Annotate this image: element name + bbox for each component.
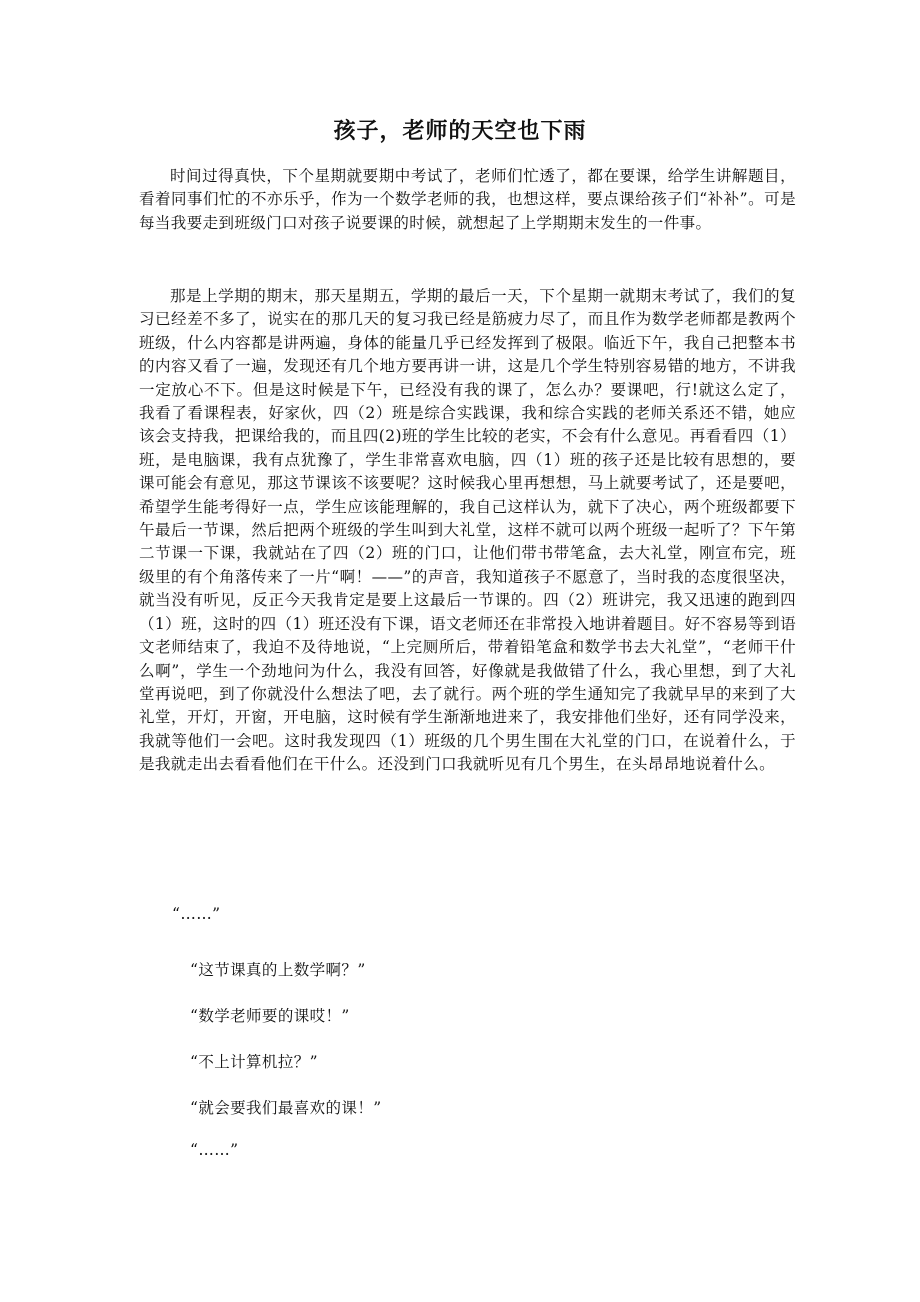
dialogue-line-2: “这节课真的上数学啊？” xyxy=(190,961,366,979)
dialogue-line-1: “……” xyxy=(172,905,221,923)
dialogue-line-3: “数学老师要的课哎！” xyxy=(190,1007,350,1025)
paragraph-2: 那是上学期的期末，那天星期五，学期的最后一天，下个星期一就期末考试了，我们的复习已经差不多了，说实在的那几天的复习我已经是筋疲力尽了，而且作为数学老师都是教两个班级，什么内容都是讲两遍，身体的能量几乎已经发挥到了极限。临近下午，我自己把整本书的内容又看了一遍，发现还有几个地方要再讲一讲，这是几个学生特别容易错的地方，不讲我一定放心不下。但是这时候是下午，已经没有我的课了，怎么办？要课吧，行!就这么定了，我看了看课程表，好家伙，四（2）班是综合实践课，我和综合实践的老师关系还不错，她应该会支持我，把课给我的，而且四(2)班的学生比较的老实，不会有什么意见。再看看四（1）班，是电脑课，我有点犹豫了，学生非常喜欢电脑，四（1）班的孩子还是比较有思想的，要课可能会有意见，那这节课该不该要呢？这时候我心里再想想，马上就要考试了，还是要吧，希望学生能考得好一点，学生应该能理解的，我自己这样认为，就下了决心，两个班级都要下午最后一节课，然后把两个班级的学生叫到大礼堂，这样不就可以两个班级一起听了？下午第二节课一下课，我就站在了四（2）班的门口，让他们带书带笔盒，去大礼堂，刚宣布完，班级里的有个角落传来了一片“啊！——”的声音，我知道孩子不愿意了，当时我的态度很坚决，就当没有听见，反正今天我肯定是要上这最后一节课的。四（2）班讲完，我又迅速的跑到四（1）班，这时的四（1）班还没有下课，语文老师还在非常投入地讲着题目。好不容易等到语文老师结束了，我迫不及待地说，“上完厕所后，带着铅笔盒和数学书去大礼堂”，“老师干什么啊”，学生一个劲地问为什么，我没有回答，好像就是我做错了什么，我心里想，到了大礼堂再说吧，到了你就没什么想法了吧，去了就行。两个班的学生通知完了我就早早的来到了大礼堂，开灯，开窗，开电脑，这时候有学生渐渐地进来了，我安排他们坐好，还有同学没来，我就等他们一会吧。这时我发现四（1）班级的几个男生围在大礼堂的门口，在说着什么，于是我就走出去看看他们在干什么。还没到门口我就听见有几个男生，在头昂昂地说着什么。 xyxy=(139,287,796,774)
document-title: 孩子，老师的天空也下雨 xyxy=(333,119,587,144)
dialogue-line-6: “……” xyxy=(190,1141,239,1159)
dialogue-line-5: “就会要我们最喜欢的课！” xyxy=(190,1099,382,1117)
paragraph-1: 时间过得真快，下个星期就要期中考试了，老师们忙透了，都在要课，给学生讲解题目，看着同事们忙的不亦乐乎，作为一个数学老师的我，也想这样，要点课给孩子们“补补”。可是每当我要走到班级门口对孩子说要课的时候，就想起了上学期期末发生的一件事。 xyxy=(139,167,796,232)
dialogue-line-4: “不上计算机拉？” xyxy=(190,1053,318,1071)
